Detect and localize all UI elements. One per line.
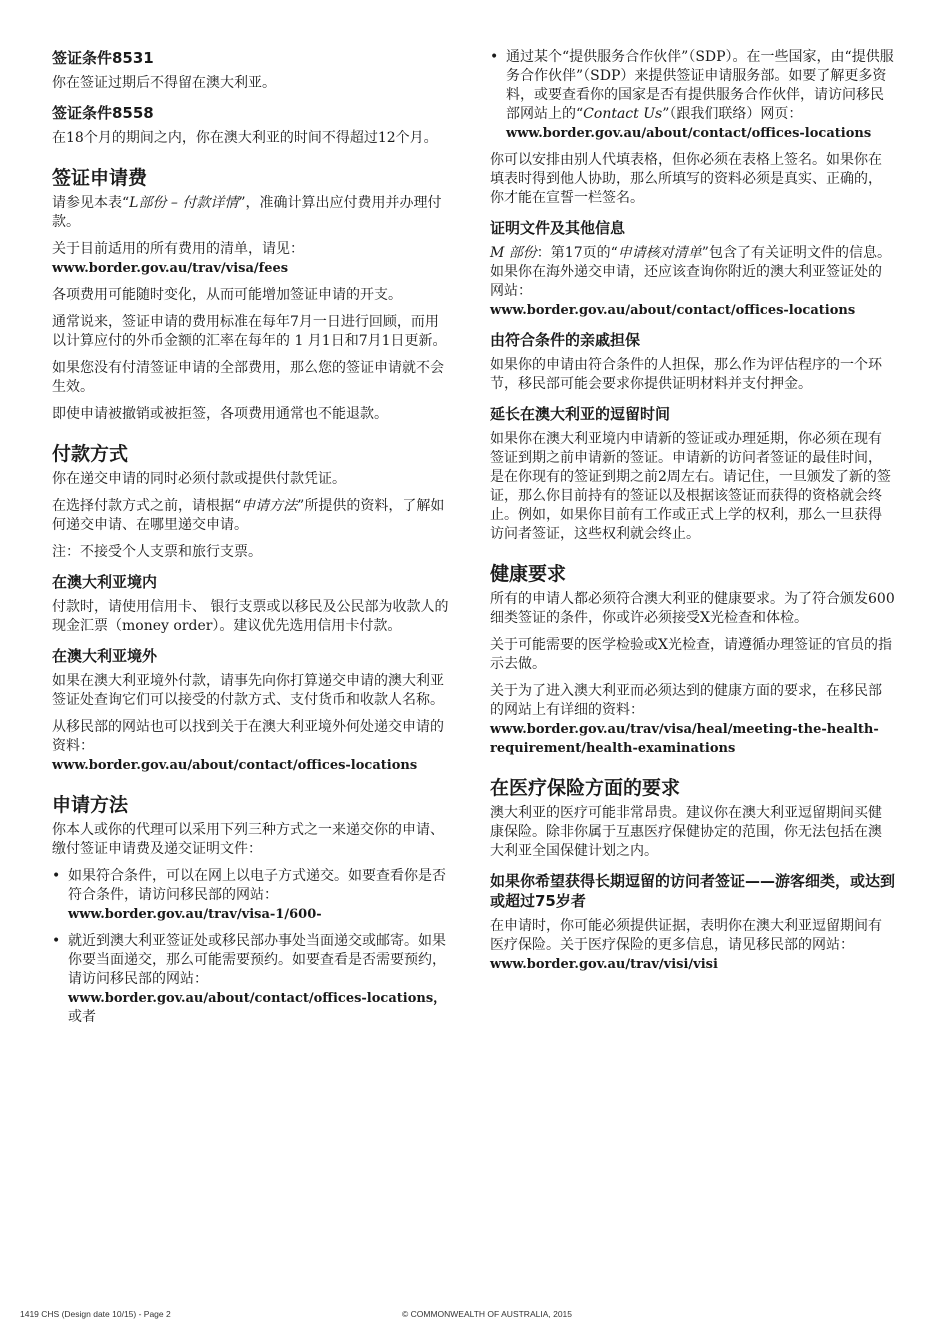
long-stay-heading: 如果你希望获得长期逗留的访问者签证——游客细类，或达到或超过75岁者 [490, 872, 896, 910]
payment-note: 注：不接受个人支票和旅行支票。 [52, 544, 262, 560]
fees-paragraph-5: 如果您没有付清签证申请的全部费用，那么您的签证申请就不会生效。 [52, 360, 444, 395]
bullet-icon: • [490, 49, 499, 65]
outside-australia-heading: 在澳大利亚境外 [52, 647, 158, 665]
outside-australia-text-2: 从移民部的网站也可以找到关于在澳大利亚境外何处递交申请的资料： www.border.gov.au/about/contact/offices-locations [52, 718, 452, 775]
fees-paragraph-2: 关于目前适用的所有费用的清单，请见： www.border.gov.au/trav/visa/fees [52, 240, 452, 278]
fees-paragraph-3: 各项费用可能随时变化，从而可能增加签证申请的开支。 [52, 287, 402, 303]
offices-link[interactable]: www.border.gov.au/about/contact/offices-locations [52, 758, 418, 773]
left-column [52, 48, 452, 1035]
page-footer-info: 1419 CHS (Design date 10/15) - Page 2 [20, 1309, 171, 1319]
payment-paragraph-1: 你在递交申请的同时必须付款或提供付款凭证。 [52, 471, 346, 487]
online-apply-link[interactable]: www.border.gov.au/trav/visa-1/600- [68, 907, 322, 922]
payment-paragraph-2: 在选择付款方式之前，请根据“申请方法”所提供的资料，了解如何递交申请、在哪里递交申请。 [52, 498, 445, 533]
insurance-link[interactable]: www.border.gov.au/trav/visi/visi [490, 957, 718, 972]
health-paragraph-3: 关于为了进入澳大利亚而必须达到的健康方面的要求，在移民部的网站上有详细的资料： www.border.gov.au/trav/visa/heal/meeting-the-health-requirement/health-examinations [490, 682, 895, 758]
sdp-link[interactable]: www.border.gov.au/about/contact/offices-locations [506, 126, 872, 141]
fees-link[interactable]: www.border.gov.au/trav/visa/fees [52, 261, 289, 276]
apply-methods-list-continued [490, 48, 895, 143]
inside-australia-text: 付款时，请使用信用卡、 银行支票或以移民及公民部为收款人的现金汇票（money order）。建议优先选用信用卡付款。 [52, 599, 449, 634]
insurance-heading: 在医疗保险方面的要求 [490, 777, 681, 799]
payment-heading: 付款方式 [52, 443, 129, 465]
bullet-icon: • [52, 868, 61, 884]
right-column [490, 48, 895, 982]
health-paragraph-2: 关于可能需要的医学检验或X光检查，请遵循办理签证的官员的指示去做。 [490, 637, 892, 672]
fees-paragraph-1: 请参见本表“L部份 – 付款详情”，准确计算出应付费用并办理付款。 [52, 195, 442, 230]
health-heading: 健康要求 [490, 563, 567, 585]
fees-heading: 签证申请费 [52, 167, 148, 189]
documents-text: M 部份：第17页的“申请核对清单”包含了有关证明文件的信息。如果你在海外递交申请，还应该查询你附近的澳大利亚签证处的网站： www.border.gov.au/about/contact/offices-locations [490, 244, 895, 320]
fees-paragraph-6: 即使申请被撤销或被拒签，各项费用通常也不能退款。 [52, 406, 388, 422]
list-item: • 通过某个“提供服务合作伙伴”（SDP）。在一些国家，由“提供服务合作伙伴”（SDP）来提供签证申请服务部。如要了解更多资料，或要查看你的国家是否有提供服务合作伙伴，请访问移民部网站上的“Contact Us”（跟我们联络）网页： www.border.gov.au/about/contact/offices-locations [490, 49, 894, 141]
inside-australia-heading: 在澳大利亚境内 [52, 573, 158, 591]
documents-link[interactable]: www.border.gov.au/about/contact/offices-locations [490, 303, 856, 318]
outside-australia-text-1: 如果在澳大利亚境外付款，请事先向你打算递交申请的澳大利亚签证处查询它们可以接受的付款方式、支付货币和收款人名称。 [52, 673, 444, 708]
form-fill-paragraph: 你可以安排由别人代填表格，但你必须在表格上签名。如果你在填表时得到他人协助，那么所填写的资料必须是真实、正确的，你才能在宣誓一栏签名。 [490, 152, 882, 206]
condition-8531-text: 你在签证过期后不得留在澳大利亚。 [52, 75, 276, 91]
list-item: • 如果符合条件，可以在网上以电子方式递交。如要查看你是否符合条件，请访问移民部的网站： www.border.gov.au/trav/visa-1/600- [52, 867, 452, 924]
sponsor-heading: 由符合条件的亲戚担保 [490, 331, 641, 349]
extend-stay-text: 如果你在澳大利亚境内申请新的签证或办理延期，你必须在现有签证到期之前申请新的签证。申请新的访问者签证的最佳时间，是在你现有的签证到期之前2周左右。请记住，一旦颁发了新的签证，那么你目前持有的签证以及根据该签证而获得的资格就会终止。例如，如果你目前有工作或正式上学的权利，那么一旦获得访问者签证，这些权利就会终止。 [490, 431, 891, 542]
bullet-icon: • [52, 933, 61, 949]
insurance-paragraph-1: 澳大利亚的医疗可能非常昂贵。建议你在澳大利亚逗留期间买健康保险。除非你属于互惠医疗保健协定的范围，你无法包括在澳大利亚全国保健计划之内。 [490, 805, 882, 859]
list-item: • 就近到澳大利亚签证处或移民部办事处当面递交或邮寄。如果你要当面递交，那么可能需要预约。如要查看是否需要预约，请访问移民部的网站： www.border.gov.au/about/contact/offices-locations， 或者 [52, 932, 452, 1027]
condition-8558-text: 在18个月的期间之内，你在澳大利亚的时间不得超过12个月。 [52, 130, 438, 146]
apply-methods-list [52, 867, 452, 1027]
fees-paragraph-4: 通常说来，签证申请的费用标准在每年7月一日进行回顾，而用以计算应付的外币金额的汇率在每年的 1 月1日和7月1日更新。 [52, 314, 447, 349]
extend-stay-heading: 延长在澳大利亚的逗留时间 [490, 405, 671, 423]
insurance-paragraph-2: 在申请时，你可能必须提供证据，表明你在澳大利亚逗留期间有医疗保险。关于医疗保险的更多信息，请见移民部的网站：www.border.gov.au/trav/visi/visi [490, 918, 882, 972]
copyright-footer: © COMMONWEALTH OF AUSTRALIA, 2015 [402, 1309, 572, 1319]
documents-heading: 证明文件及其他信息 [490, 219, 626, 237]
health-link[interactable]: www.border.gov.au/trav/visa/heal/meeting-the-health-requirement/health-examinations [490, 722, 879, 756]
offices-link[interactable]: www.border.gov.au/about/contact/offices-locations， [68, 991, 447, 1006]
condition-8558-heading: 签证条件8558 [52, 104, 154, 122]
sponsor-text: 如果你的申请由符合条件的人担保，那么作为评估程序的一个环节，移民部可能会要求你提供证明材料并支付押金。 [490, 357, 882, 392]
apply-intro: 你本人或你的代理可以采用下列三种方式之一来递交你的申请、缴付签证申请费及递交证明文件： [52, 822, 444, 857]
condition-8531-heading: 签证条件8531 [52, 49, 154, 67]
health-paragraph-1: 所有的申请人都必须符合澳大利亚的健康要求。为了符合颁发600细类签证的条件，你或许必须接受X光检查和体检。 [490, 591, 895, 626]
apply-heading: 申请方法 [52, 794, 129, 816]
